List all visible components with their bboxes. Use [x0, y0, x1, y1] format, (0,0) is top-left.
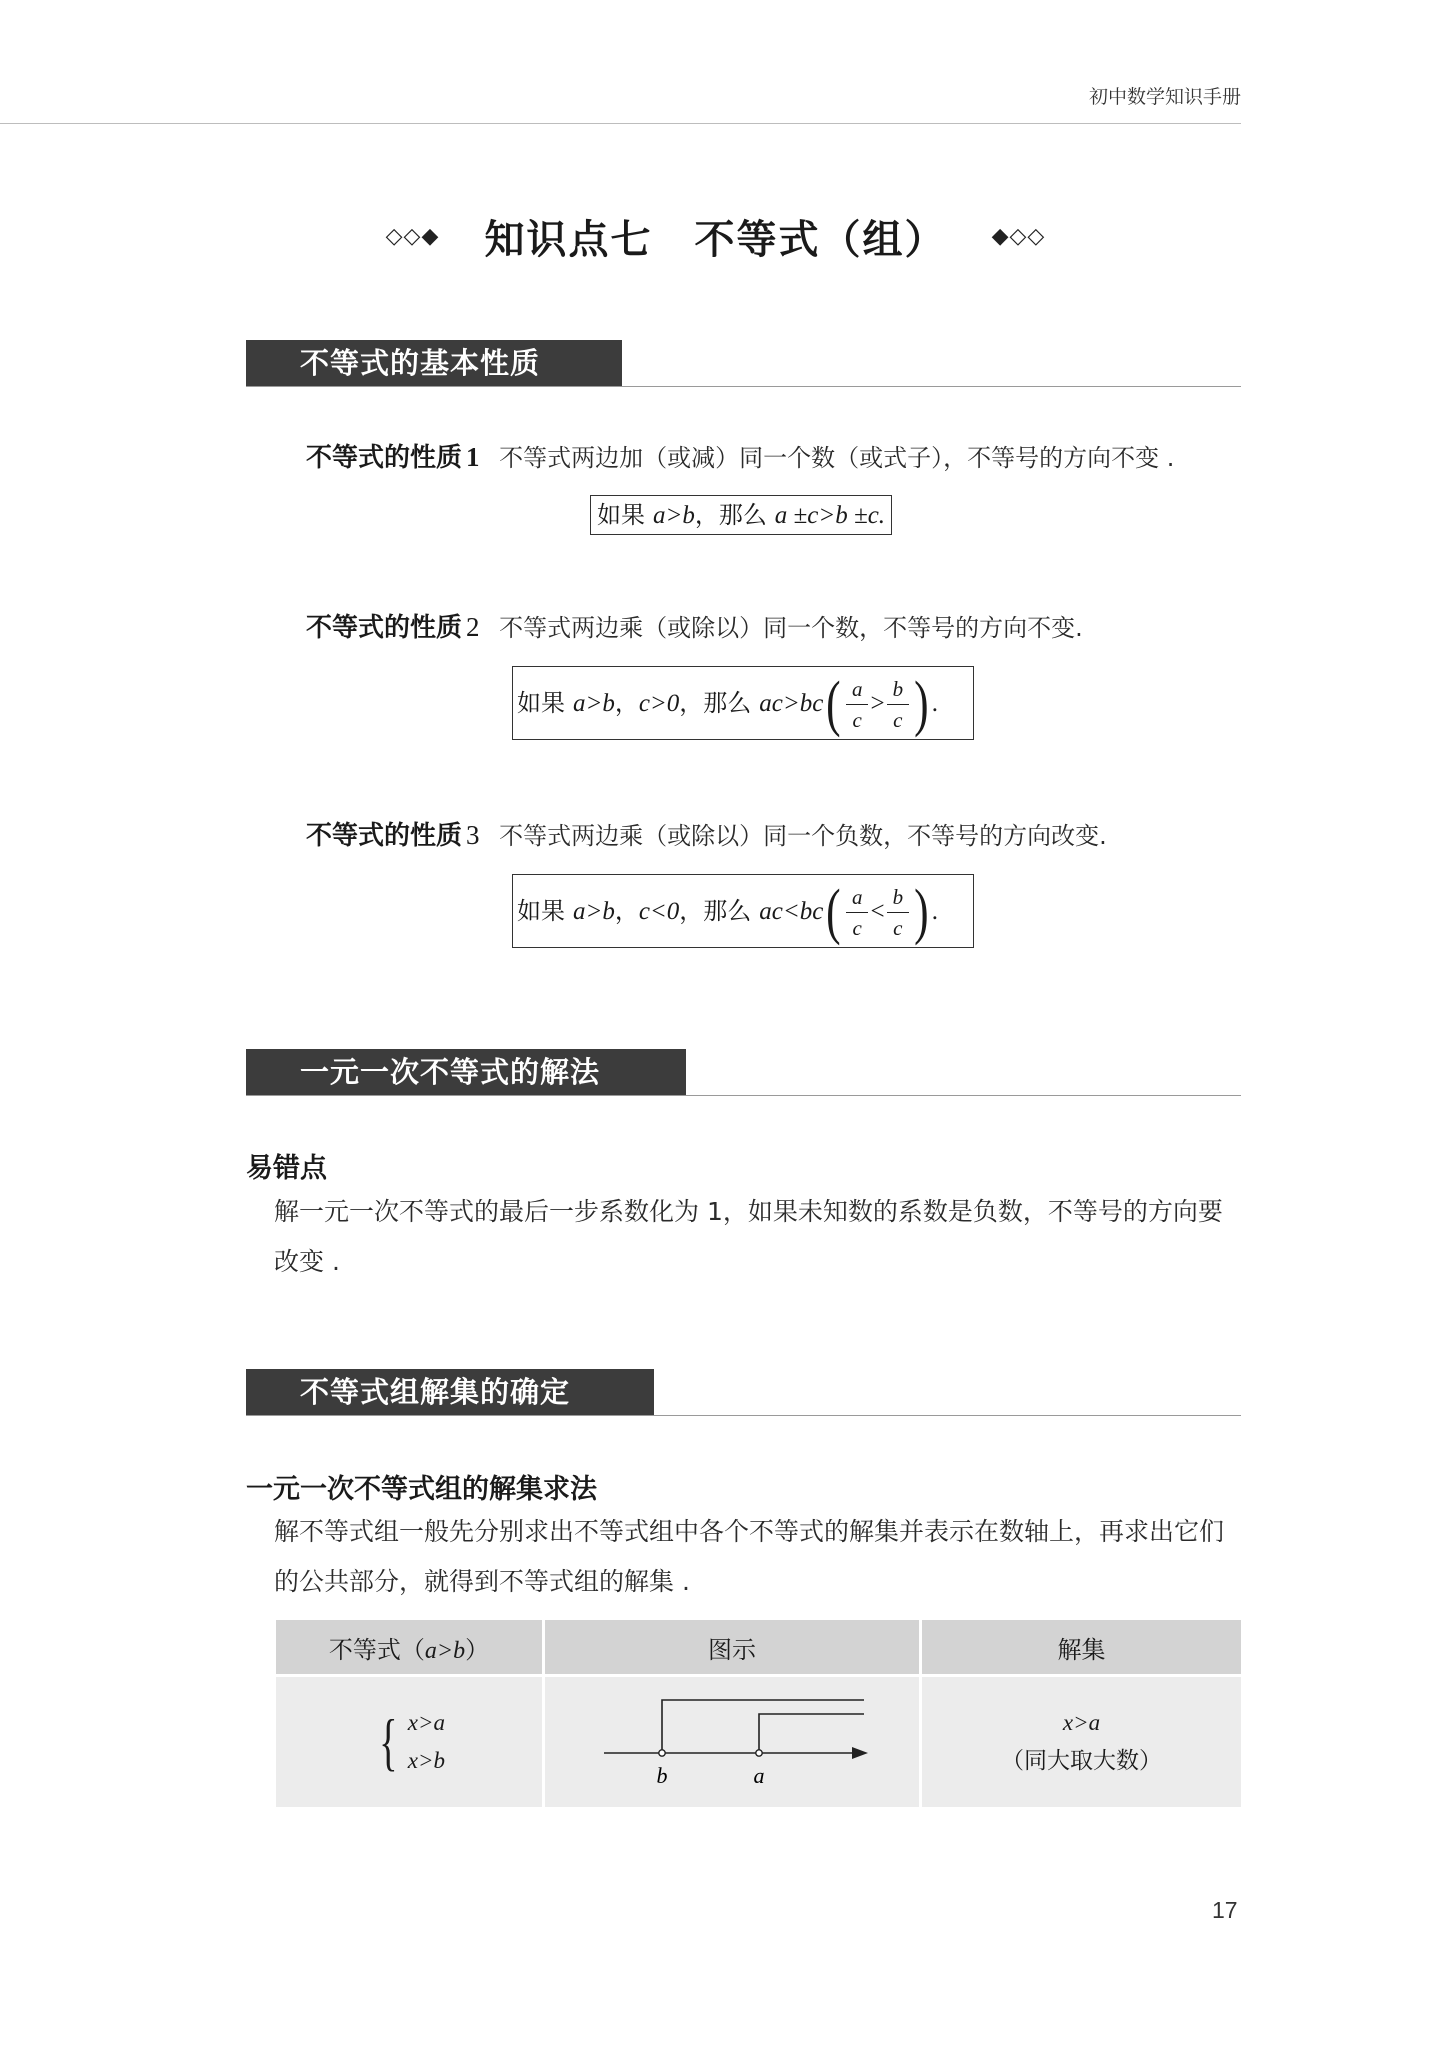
- system-lines: [408, 1704, 445, 1780]
- formula-comma: ，: [679, 897, 704, 925]
- formula-comma: ，: [614, 897, 639, 925]
- fraction-denominator: c: [893, 707, 903, 732]
- property-name: 不等式的性质: [306, 821, 463, 851]
- property-2: [306, 607, 1083, 644]
- formula-box-3: [512, 874, 974, 948]
- section-banner-linear-inequality: 一元一次不等式的解法: [246, 1049, 686, 1095]
- solution-set-table: [276, 1620, 1241, 1807]
- system-method-text: 解不等式组一般先分别求出不等式组中各个不等式的解集并表示在数轴上，再求出它们的公共部分，就得到不等式组的解集 .: [274, 1517, 1225, 1596]
- section-banner-basic-properties: 不等式的基本性质: [246, 340, 622, 386]
- header-math: a>b: [424, 1637, 466, 1664]
- fraction-numerator: b: [887, 884, 910, 913]
- formula-comma: ，: [694, 501, 719, 529]
- axis-label-b: b: [656, 1763, 668, 1788]
- fraction-denominator: c: [852, 915, 862, 940]
- formula-comma: ，: [614, 689, 639, 717]
- formula-operator: <: [870, 898, 885, 925]
- formula-text: 那么: [703, 897, 752, 925]
- formula-box-2: [512, 666, 974, 740]
- axis-arrow-icon: [852, 1747, 868, 1759]
- property-number: 1: [466, 442, 480, 472]
- table-row: [276, 1676, 1241, 1808]
- cell-inequality-system: [276, 1676, 544, 1808]
- solution-bracket-b: [662, 1700, 864, 1753]
- fraction-numerator: a: [846, 676, 869, 705]
- right-paren: ): [914, 878, 929, 946]
- cell-number-line: [544, 1676, 921, 1808]
- property-text: 不等式两边乘（或除以）同一个负数，不等号的方向改变.: [499, 822, 1107, 850]
- inequality-line: x>a: [407, 1710, 445, 1735]
- fraction: [846, 884, 869, 941]
- inequality-system: [373, 1704, 445, 1780]
- chapter-title-row: [0, 208, 1431, 265]
- property-1: [306, 437, 1174, 474]
- formula-result: ac>bc: [759, 690, 824, 717]
- formula-result: a ±c>b ±c.: [774, 502, 886, 529]
- formula-box-1: [590, 495, 892, 535]
- formula-text: 那么: [703, 689, 752, 717]
- table-header-row: [276, 1620, 1241, 1676]
- property-name: 不等式的性质: [306, 613, 463, 643]
- formula-text: 如果: [517, 897, 565, 925]
- property-text: 不等式两边乘（或除以）同一个数，不等号的方向不变.: [499, 614, 1083, 642]
- number-line-diagram: [546, 1680, 918, 1798]
- fraction: [846, 676, 869, 733]
- formula-comma: ，: [679, 689, 704, 717]
- formula-period: .: [931, 690, 938, 717]
- cell-solution: [921, 1676, 1242, 1808]
- mistakes-text: 解一元一次不等式的最后一步系数化为 1，如果未知数的系数是负数，不等号的方向要改变 .: [274, 1197, 1223, 1276]
- fraction-denominator: c: [893, 915, 903, 940]
- fraction-numerator: b: [887, 676, 910, 705]
- property-text: 不等式两边加（或减）同一个数（或式子），不等号的方向不变 .: [499, 444, 1175, 472]
- fraction-denominator: c: [852, 707, 862, 732]
- mistakes-heading: 易错点: [246, 1153, 327, 1184]
- fraction: [887, 884, 910, 941]
- right-paren: ): [914, 670, 929, 738]
- formula-condition: c<0: [638, 898, 680, 925]
- formula-operator: >: [870, 690, 885, 717]
- left-paren: (: [826, 878, 841, 946]
- formula-condition: a>b: [652, 502, 695, 529]
- header-text: 不等式（: [328, 1635, 425, 1664]
- open-point-b: [659, 1750, 665, 1756]
- header-text: ）: [465, 1635, 490, 1664]
- page-number: 17: [1212, 1897, 1238, 1923]
- axis-label-a: a: [753, 1763, 765, 1788]
- property-3: [306, 815, 1107, 852]
- solution-set: x>a: [1062, 1710, 1101, 1735]
- system-method-heading: 一元一次不等式组的解集求法: [246, 1474, 597, 1505]
- title-ornament-right-icon: ◆◇◇: [991, 224, 1046, 249]
- formula-period: .: [931, 898, 938, 925]
- formula-condition: a>b: [572, 898, 615, 925]
- running-header: 初中数学知识手册: [1088, 86, 1241, 108]
- left-brace-icon: {: [379, 1706, 398, 1777]
- header-solution: 解集: [921, 1620, 1242, 1676]
- open-point-a: [756, 1750, 762, 1756]
- property-number: 2: [466, 612, 480, 642]
- property-name: 不等式的性质: [306, 443, 463, 473]
- formula-text: 如果: [597, 501, 645, 529]
- header-inequality: [276, 1620, 544, 1676]
- solution-rule: （同大取大数）: [1001, 1748, 1162, 1774]
- formula-condition: a>b: [572, 690, 615, 717]
- formula-result: ac<bc: [759, 898, 824, 925]
- fraction-numerator: a: [846, 884, 869, 913]
- property-number: 3: [466, 820, 480, 850]
- section-rule: [246, 1415, 1241, 1416]
- formula-text: 如果: [517, 689, 565, 717]
- section-rule: [246, 386, 1241, 387]
- left-paren: (: [826, 670, 841, 738]
- header-rule: [0, 123, 1241, 124]
- fraction: [887, 676, 910, 733]
- section-rule: [246, 1095, 1241, 1096]
- formula-condition: c>0: [638, 690, 680, 717]
- chapter-title: 知识点七 不等式（组）: [484, 217, 947, 263]
- formula-text: 那么: [718, 501, 767, 529]
- section-banner-system-solution: 不等式组解集的确定: [246, 1369, 654, 1415]
- solution-bracket-a: [759, 1714, 864, 1753]
- header-diagram: 图示: [544, 1620, 921, 1676]
- title-ornament-left-icon: ◇◇◆: [385, 224, 440, 249]
- inequality-line: x>b: [407, 1748, 445, 1773]
